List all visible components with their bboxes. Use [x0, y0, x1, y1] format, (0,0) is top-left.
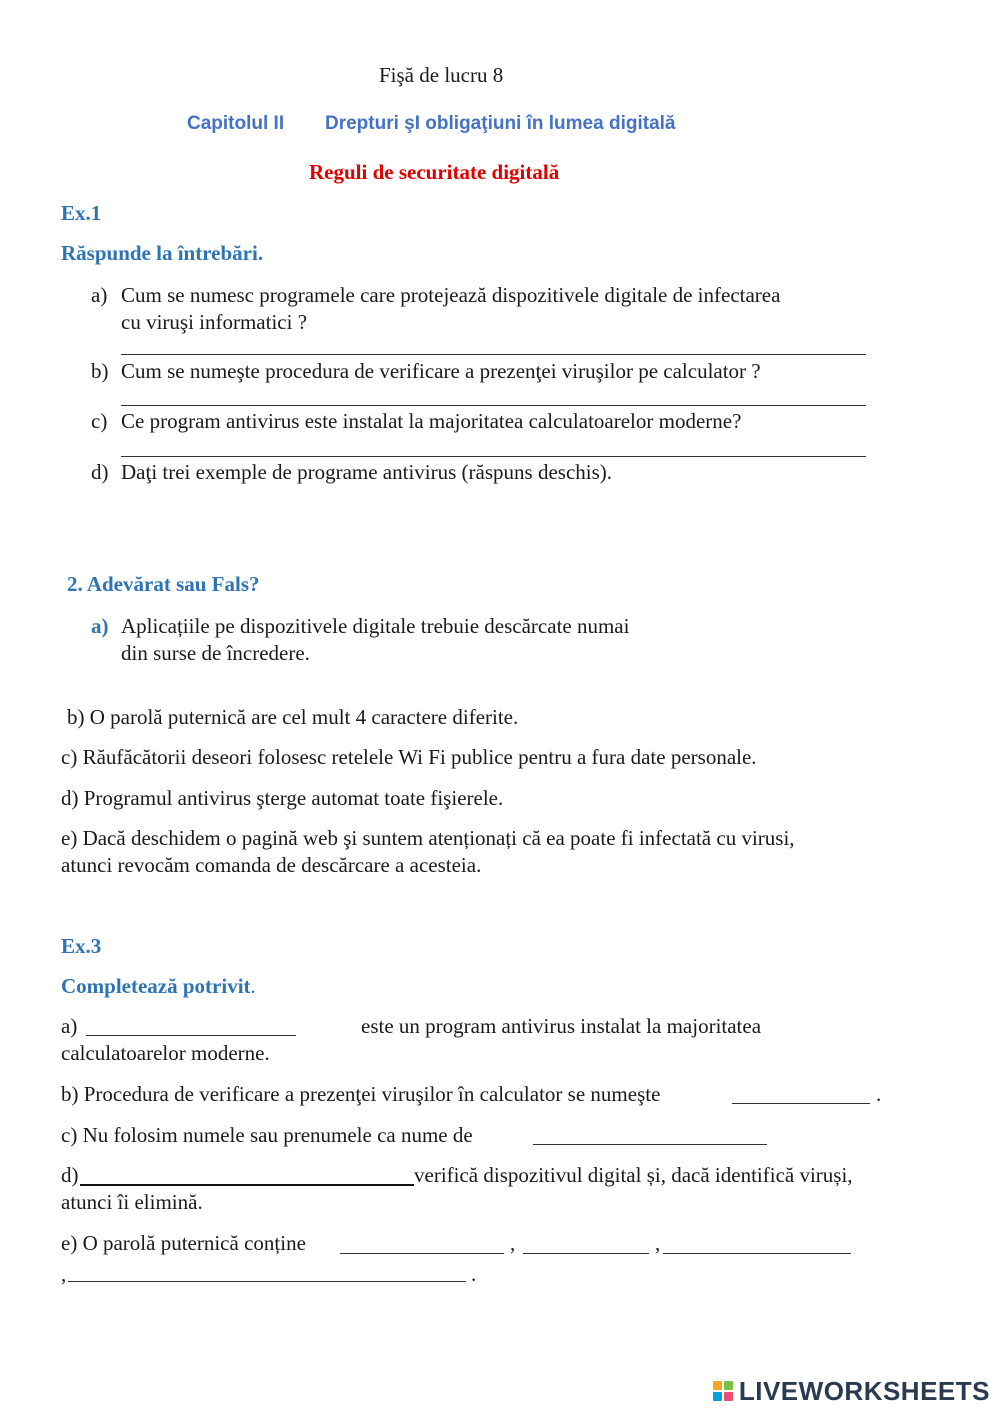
ex3-a-blank[interactable] — [86, 1035, 296, 1036]
ex1-item-a-marker: a) — [91, 283, 108, 307]
ex1-answer-line-a[interactable] — [121, 354, 866, 355]
ex1-item-c-question: Ce program antivirus este instalat la majoritatea calculatoarelor moderne? — [121, 409, 742, 433]
ex1-item-b-marker: b) — [91, 359, 109, 383]
ex3-e-blank-2[interactable] — [523, 1253, 649, 1254]
ex3-e-sep-2: , — [655, 1231, 661, 1255]
ex1-label: Ex.1 — [61, 201, 102, 225]
ex1-item-a-question: Cum se numesc programele care protejează dispozitivele digitale de infectarea — [121, 283, 781, 307]
ex3-b-end: . — [876, 1082, 882, 1106]
chapter-label: Capitolul II — [187, 113, 285, 134]
logo-tile-3 — [713, 1392, 722, 1401]
ex1-item-d-question: Daţi trei exemple de programe antivirus (răspuns deschis). — [121, 460, 613, 484]
ex1-answer-line-c[interactable] — [121, 456, 866, 457]
ex3-label: Ex.3 — [61, 934, 102, 958]
ex1-instruction: Răspunde la întrebări. — [61, 241, 264, 265]
ex2-item-a-statement: Aplicațiile pe dispozitivele digitale trebuie descărcate numai — [121, 614, 630, 638]
ex3-d-text-cont: atunci îi elimină. — [61, 1190, 203, 1214]
ex2-item-c-statement: c) Răufăcătorii deseori folosesc retelele Wi Fi publice pentru a fura date personale. — [61, 745, 757, 769]
liveworksheets-logo — [713, 1377, 990, 1405]
ex3-e-sep-1: , — [510, 1231, 516, 1255]
ex3-b-text: b) Procedura de verificare a prezenţei viruşilor în calculator se numeşte — [61, 1082, 661, 1106]
logo-tile-2 — [724, 1381, 733, 1390]
ex2-label: 2. Adevărat sau Fals? — [67, 572, 260, 596]
ex3-c-blank[interactable] — [533, 1144, 767, 1145]
ex3-instruction-text: Completează potrivit — [61, 974, 251, 998]
ex2-item-e-statement: e) Dacă deschidem o pagină web şi suntem atenționați că ea poate fi infectată cu virusi, — [61, 826, 795, 850]
ex3-d-text: verifică dispozitivul digital și, dacă identifică viruși, — [414, 1163, 853, 1187]
ex1-item-c-marker: c) — [91, 409, 108, 433]
worksheet-subtitle: Reguli de securitate digitală — [309, 160, 560, 184]
liveworksheets-brand: LIVEWORKSHEETS — [738, 1375, 990, 1406]
ex3-instruction — [61, 973, 256, 999]
chapter-title: Drepturi şI obligaţiuni în lumea digitală — [325, 113, 676, 134]
ex3-c-text: c) Nu folosim numele sau prenumele ca nume de — [61, 1123, 473, 1147]
ex3-b-blank[interactable] — [732, 1103, 870, 1104]
ex2-item-a-marker: a) — [91, 614, 109, 638]
ex3-e-blank-3[interactable] — [663, 1253, 851, 1254]
ex2-item-a-statement-cont: din surse de încredere. — [121, 641, 310, 665]
ex3-a-text: este un program antivirus instalat la majoritatea — [361, 1014, 762, 1038]
ex3-e-line2-prefix: , — [61, 1262, 67, 1286]
ex3-d-prefix: d) — [61, 1163, 79, 1187]
ex3-e-blank-1[interactable] — [340, 1253, 504, 1254]
ex1-item-d-marker: d) — [91, 460, 109, 484]
ex2-item-d-statement: d) Programul antivirus şterge automat toate fişierele. — [61, 786, 504, 810]
ex2-item-b-statement: b) O parolă puternică are cel mult 4 caractere diferite. — [67, 705, 519, 729]
ex1-item-a-question-cont: cu viruşi informatici ? — [121, 310, 308, 334]
ex3-a-text-cont: calculatoarelor moderne. — [61, 1041, 270, 1065]
ex3-e-text: e) O parolă puternică conține — [61, 1231, 306, 1255]
ex3-e-blank-4[interactable] — [68, 1281, 466, 1282]
ex2-item-e-statement-cont: atunci revocăm comanda de descărcare a acesteia. — [61, 853, 482, 877]
ex3-d-blank[interactable] — [80, 1184, 414, 1186]
ex3-a-prefix: a) — [61, 1014, 78, 1038]
logo-tile-1 — [713, 1381, 722, 1390]
ex3-instruction-dot: . — [250, 974, 256, 998]
ex3-e-end: . — [471, 1262, 477, 1286]
worksheet-title: Fişă de lucru 8 — [379, 63, 504, 87]
logo-tile-4 — [724, 1392, 733, 1401]
ex1-item-b-question: Cum se numeşte procedura de verificare a prezenţei viruşilor pe calculator ? — [121, 359, 761, 383]
liveworksheets-logo-icon — [713, 1381, 733, 1401]
ex1-answer-line-b[interactable] — [121, 405, 866, 406]
